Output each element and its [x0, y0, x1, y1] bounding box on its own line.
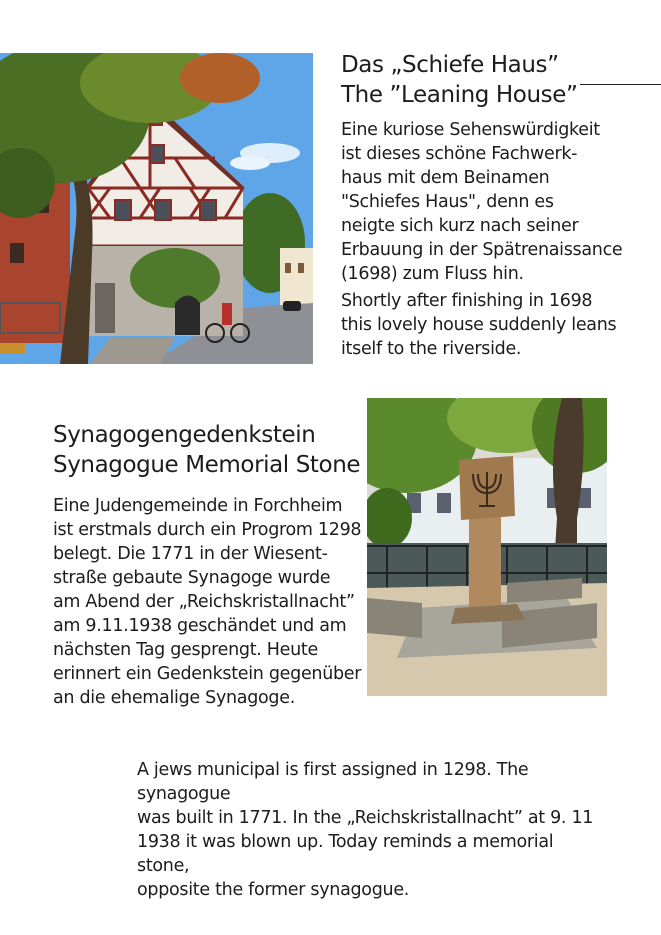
synagogue-heading-en: Synagogue Memorial Stone	[53, 452, 361, 478]
synagogue-text-de-7: nächsten Tag gesprengt. Heute	[53, 640, 318, 660]
synagogue-text-de-6: am 9.11.1938 geschändet und am	[53, 616, 347, 636]
synagogue-text-de-3: belegt. Die 1771 in der Wiesent-	[53, 544, 328, 564]
synagogue-text-en-1: A jews municipal is first assigned in 1298. The synagogue	[137, 760, 529, 804]
synagogue-text-en-4: opposite the former synagogue.	[137, 880, 410, 900]
synagogue-heading-de: Synagogengedenkstein	[53, 422, 316, 448]
synagogue-english-text-block	[137, 758, 607, 902]
synagogue-text-de-9: an die ehemalige Synagoge.	[53, 688, 295, 708]
leaning-house-text-block	[341, 50, 651, 361]
leaning-house-text-de-3: haus mit dem Beinamen	[341, 168, 550, 188]
synagogue-text-block	[53, 420, 365, 710]
leaning-house-heading-en: The ”Leaning House”	[341, 82, 578, 108]
synagogue-text-de-5: am Abend der „Reichskristallnacht”	[53, 592, 355, 612]
synagogue-text-de-4: straße gebaute Synagoge wurde	[53, 568, 331, 588]
leaning-house-photo	[0, 53, 313, 364]
leaning-house-text-de-5: neigte sich kurz nach seiner	[341, 216, 579, 236]
leaning-house-text-de-7: (1698) zum Fluss hin.	[341, 264, 524, 284]
synagogue-text-de-8: erinnert ein Gedenkstein gegenüber	[53, 664, 362, 684]
synagogue-text-en-2: was built in 1771. In the „Reichskristallnacht” at 9. 11	[137, 808, 594, 828]
leaning-house-text-en-3: itself to the riverside.	[341, 339, 522, 359]
memorial-stone-photo	[367, 398, 607, 696]
leaning-house-text-de-1: Eine kuriose Sehenswürdigkeit	[341, 120, 600, 140]
leaning-house-text-de-2: ist dieses schöne Fachwerk-	[341, 144, 578, 164]
leaning-house-heading-de: Das „Schiefe Haus”	[341, 52, 559, 78]
synagogue-text-de-2: ist erstmals durch ein Progrom 1298	[53, 520, 362, 540]
leaning-house-text-en-1: Shortly after finishing in 1698	[341, 291, 593, 311]
leaning-house-text-de-6: Erbauung in der Spätrenaissance	[341, 240, 623, 260]
leaning-house-text-de-4: "Schiefes Haus", denn es	[341, 192, 554, 212]
synagogue-text-en-3: 1938 it was blown up. Today reminds a memorial stone,	[137, 832, 554, 876]
synagogue-text-de-1: Eine Judengemeinde in Forchheim	[53, 496, 343, 516]
leaning-house-text-en-2: this lovely house suddenly leans	[341, 315, 617, 335]
